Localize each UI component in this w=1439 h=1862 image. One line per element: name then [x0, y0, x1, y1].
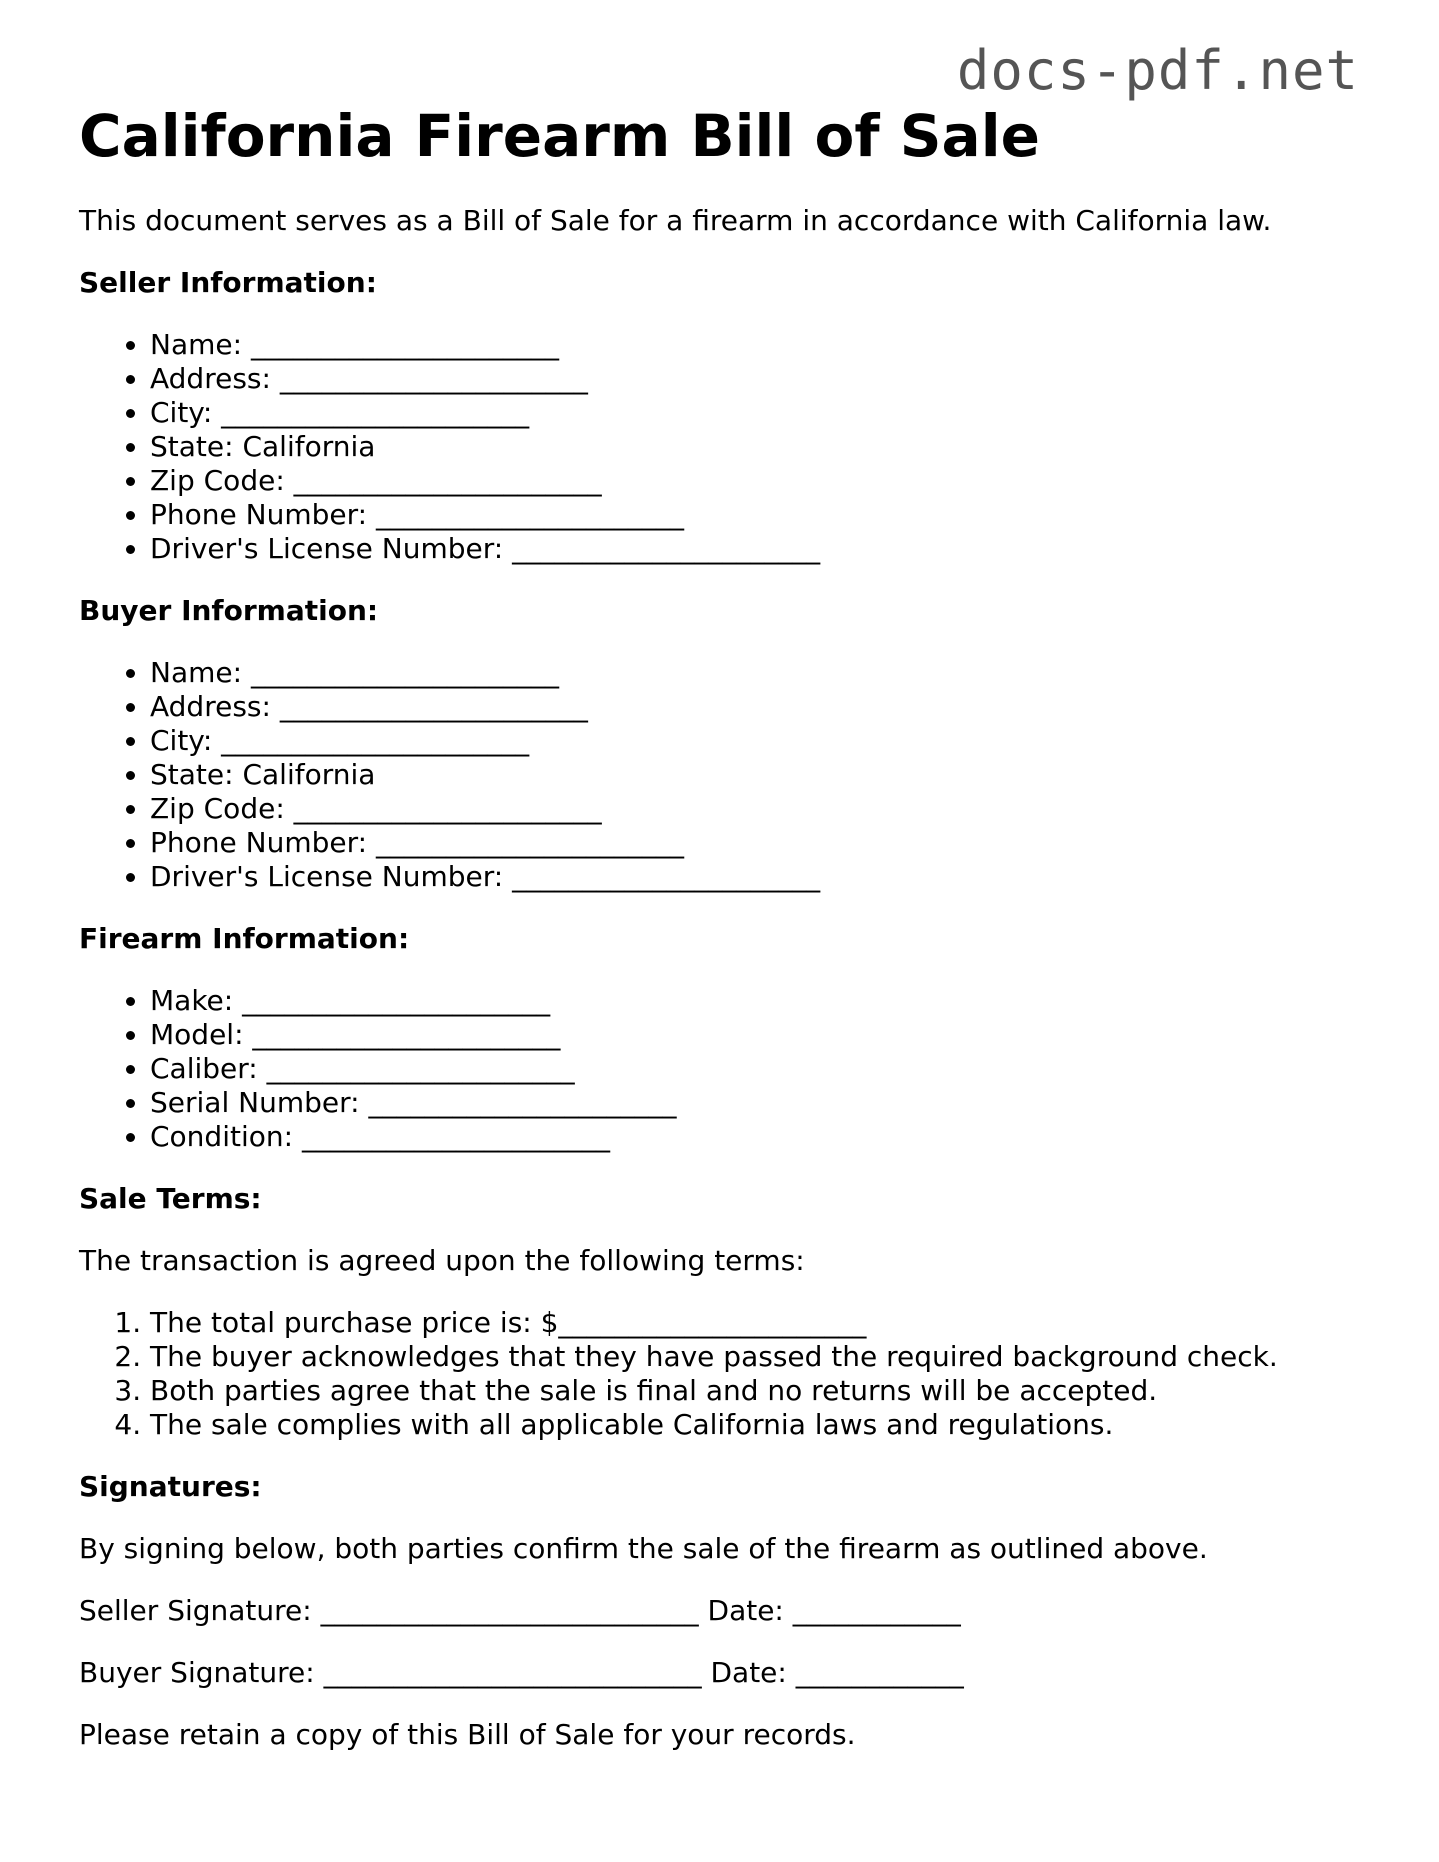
watermark: docs-pdf.net [956, 39, 1359, 102]
intro-text: This document serves as a Bill of Sale for a firearm in accordance with California law. [79, 204, 1272, 237]
seller-signature-line: Seller Signature: ___________________________ Date: ____________ [79, 1594, 961, 1627]
term-item: 2. The buyer acknowledges that they have passed the required background check. [150, 1340, 1379, 1374]
buyer-city-field: • City: ______________________ [150, 724, 1379, 758]
buyer-phone-field: • Phone Number: ______________________ [150, 826, 1379, 860]
buyer-signature-line: Buyer Signature: ___________________________ Date: ____________ [79, 1656, 964, 1689]
seller-address-field: • Address: ______________________ [150, 362, 1379, 396]
firearm-condition-field: • Condition: ______________________ [150, 1120, 1379, 1154]
term-item: 4. The sale complies with all applicable California laws and regulations. [150, 1408, 1379, 1442]
document-title: California Firearm Bill of Sale [79, 102, 1040, 170]
closing-note: Please retain a copy of this Bill of Sale for your records. [79, 1718, 856, 1751]
firearm-list [79, 984, 1379, 1154]
seller-phone-field: • Phone Number: ______________________ [150, 498, 1379, 532]
buyer-address-field: • Address: ______________________ [150, 690, 1379, 724]
buyer-heading: Buyer Information: [79, 594, 379, 627]
signatures-heading: Signatures: [79, 1470, 262, 1503]
seller-license-field: • Driver's License Number: ______________________ [150, 532, 1379, 566]
seller-zip-field: • Zip Code: ______________________ [150, 464, 1379, 498]
firearm-caliber-field: • Caliber: ______________________ [150, 1052, 1379, 1086]
buyer-zip-field: • Zip Code: ______________________ [150, 792, 1379, 826]
signatures-intro: By signing below, both parties confirm the sale of the firearm as outlined above. [79, 1532, 1208, 1565]
terms-heading: Sale Terms: [79, 1182, 262, 1215]
firearm-heading: Firearm Information: [79, 922, 410, 955]
firearm-model-field: • Model: ______________________ [150, 1018, 1379, 1052]
buyer-state-field: • State: California [150, 758, 1379, 792]
seller-city-field: • City: ______________________ [150, 396, 1379, 430]
seller-name-field: • Name: ______________________ [150, 328, 1379, 362]
seller-heading: Seller Information: [79, 266, 377, 299]
term-item: 3. Both parties agree that the sale is final and no returns will be accepted. [150, 1374, 1379, 1408]
seller-list [79, 328, 1379, 566]
firearm-make-field: • Make: ______________________ [150, 984, 1379, 1018]
buyer-license-field: • Driver's License Number: ______________________ [150, 860, 1379, 894]
terms-intro: The transaction is agreed upon the following terms: [79, 1244, 805, 1277]
terms-list [79, 1306, 1379, 1442]
term-item: 1. The total purchase price is: $______________________ [150, 1306, 1379, 1340]
seller-state-field: • State: California [150, 430, 1379, 464]
firearm-serial-field: • Serial Number: ______________________ [150, 1086, 1379, 1120]
buyer-list [79, 656, 1379, 894]
buyer-name-field: • Name: ______________________ [150, 656, 1379, 690]
document [79, 100, 1379, 1752]
